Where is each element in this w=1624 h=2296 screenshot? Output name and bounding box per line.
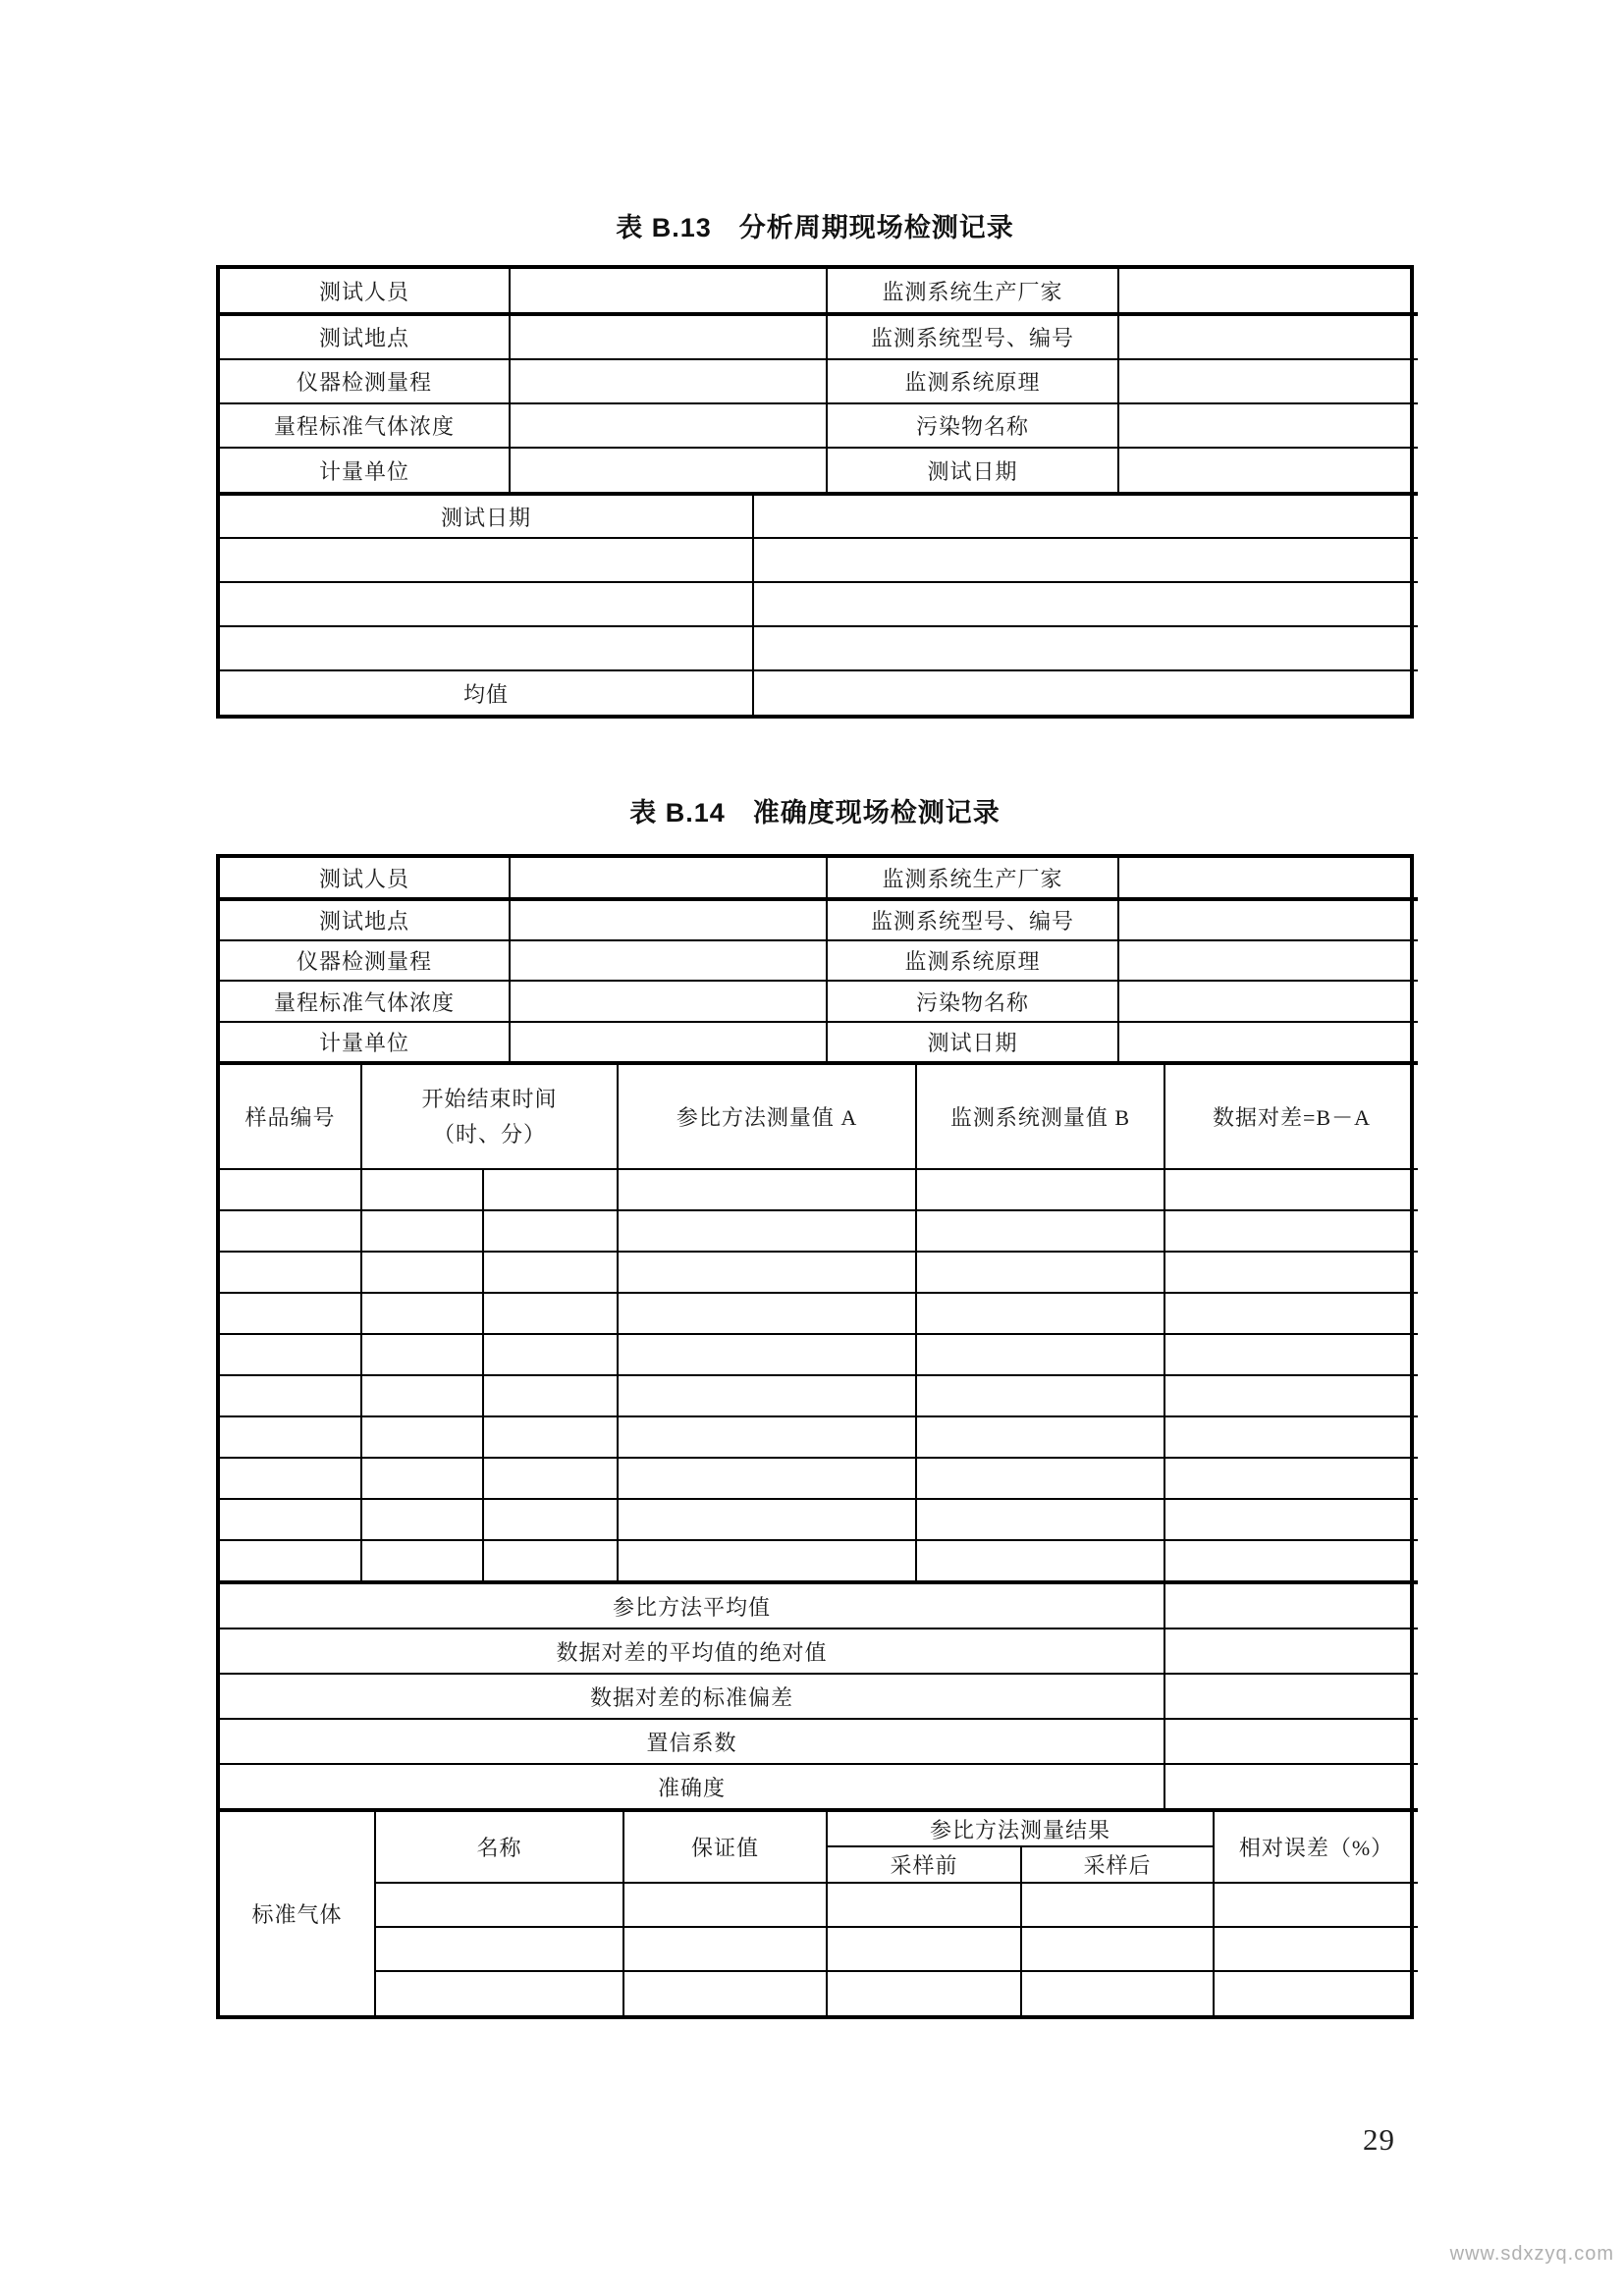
empty-data-row — [220, 1458, 1418, 1499]
table-b14-title: 表 B.14 准确度现场检测记录 — [629, 798, 1001, 828]
b13-info-table — [220, 269, 1418, 494]
value-cell — [753, 582, 1418, 626]
value-cell — [361, 1169, 483, 1210]
empty-data-row — [220, 1927, 1418, 1971]
value-cell — [618, 1252, 916, 1293]
b13-measurement-table — [220, 494, 1418, 715]
standard-gas-header-row — [220, 1811, 1418, 1846]
value-cell — [916, 1540, 1164, 1581]
value-cell — [916, 1499, 1164, 1540]
value-cell — [510, 858, 827, 899]
value-cell — [827, 1883, 1021, 1927]
standard-gas-label-cell: 标准气体 — [220, 1811, 375, 2015]
label-cell: 测试地点 — [220, 899, 510, 940]
value-cell — [916, 1334, 1164, 1375]
time-header-line1: 开始结束时间 — [421, 1087, 558, 1112]
value-cell — [220, 1293, 361, 1334]
value-cell — [1021, 1883, 1214, 1927]
info-row — [220, 981, 1418, 1022]
value-cell — [1164, 1375, 1418, 1416]
column-header-difference: 数据对差=B－A — [1164, 1064, 1418, 1169]
value-cell — [375, 1927, 623, 1971]
b14-measurement-table — [220, 1063, 1418, 1582]
value-cell — [510, 403, 827, 448]
value-cell — [623, 1927, 827, 1971]
value-cell — [483, 1293, 618, 1334]
label-cell: 测试地点 — [220, 314, 510, 359]
value-cell — [753, 495, 1418, 538]
empty-data-row — [220, 1416, 1418, 1458]
value-cell — [1164, 1499, 1418, 1540]
value-cell — [916, 1293, 1164, 1334]
label-cell: 参比方法平均值 — [220, 1583, 1164, 1629]
value-cell — [361, 1334, 483, 1375]
value-cell — [753, 626, 1418, 670]
value-cell — [916, 1416, 1164, 1458]
summary-row — [220, 1764, 1418, 1809]
value-cell — [220, 1210, 361, 1252]
value-cell — [1214, 1883, 1418, 1927]
label-cell: 监测系统原理 — [827, 359, 1118, 403]
value-cell — [1164, 1293, 1418, 1334]
column-header-before-sampling: 采样前 — [827, 1846, 1021, 1883]
value-cell — [510, 448, 827, 493]
empty-data-row — [220, 1540, 1418, 1581]
value-cell — [510, 899, 827, 940]
summary-row — [220, 1674, 1418, 1719]
column-header-sample-no: 样品编号 — [220, 1064, 361, 1169]
value-cell — [623, 1971, 827, 2015]
value-cell — [483, 1540, 618, 1581]
info-row — [220, 269, 1418, 314]
value-cell — [361, 1540, 483, 1581]
value-cell — [827, 1927, 1021, 1971]
summary-row — [220, 1629, 1418, 1674]
label-cell: 污染物名称 — [827, 403, 1118, 448]
value-cell — [1164, 1252, 1418, 1293]
value-cell — [916, 1375, 1164, 1416]
value-cell — [618, 1293, 916, 1334]
empty-data-row — [220, 626, 1418, 670]
value-cell — [361, 1210, 483, 1252]
value-cell — [220, 1334, 361, 1375]
page-number: 29 — [1363, 2122, 1395, 2157]
value-cell — [1021, 1971, 1214, 2015]
value-cell — [1118, 940, 1418, 981]
value-cell — [483, 1499, 618, 1540]
date-row — [220, 495, 1418, 538]
empty-data-row — [220, 1210, 1418, 1252]
empty-data-row — [220, 1883, 1418, 1927]
info-row — [220, 1022, 1418, 1062]
value-cell — [220, 1416, 361, 1458]
empty-data-row — [220, 1334, 1418, 1375]
value-cell — [483, 1334, 618, 1375]
label-cell: 计量单位 — [220, 448, 510, 493]
table-b14 — [216, 854, 1414, 2019]
value-cell — [510, 981, 827, 1022]
empty-data-row — [220, 538, 1418, 582]
table-b13-title: 表 B.13 分析周期现场检测记录 — [616, 213, 1014, 242]
value-cell — [361, 1375, 483, 1416]
measurement-header-row — [220, 1064, 1418, 1169]
value-cell — [483, 1375, 618, 1416]
b14-summary-table — [220, 1582, 1418, 1810]
value-cell — [375, 1971, 623, 2015]
value-cell — [483, 1458, 618, 1499]
value-cell — [220, 1540, 361, 1581]
label-cell: 仪器检测量程 — [220, 940, 510, 981]
value-cell — [510, 359, 827, 403]
value-cell — [510, 269, 827, 314]
value-cell — [220, 1375, 361, 1416]
empty-data-row — [220, 1375, 1418, 1416]
value-cell — [1214, 1971, 1418, 2015]
time-header-line2: （时、分） — [433, 1121, 547, 1147]
column-header-after-sampling: 采样后 — [1021, 1846, 1214, 1883]
value-cell — [1118, 858, 1418, 899]
label-cell: 量程标准气体浓度 — [220, 403, 510, 448]
value-cell — [618, 1169, 916, 1210]
value-cell — [220, 626, 753, 670]
column-header-system-value: 监测系统测量值 B — [916, 1064, 1164, 1169]
value-cell — [361, 1499, 483, 1540]
column-header-time — [361, 1064, 618, 1169]
label-cell: 均值 — [220, 670, 753, 715]
summary-row — [220, 1719, 1418, 1764]
value-cell — [361, 1293, 483, 1334]
value-cell — [361, 1458, 483, 1499]
empty-data-row — [220, 1169, 1418, 1210]
label-cell: 置信系数 — [220, 1719, 1164, 1764]
value-cell — [220, 582, 753, 626]
column-header-ref-value: 参比方法测量值 A — [618, 1064, 916, 1169]
column-header-guaranteed-value: 保证值 — [623, 1811, 827, 1883]
value-cell — [483, 1169, 618, 1210]
column-header-relative-error: 相对误差（%） — [1214, 1811, 1418, 1883]
value-cell — [1021, 1927, 1214, 1971]
value-cell — [220, 1499, 361, 1540]
label-cell: 数据对差的标准偏差 — [220, 1674, 1164, 1719]
label-cell: 监测系统型号、编号 — [827, 314, 1118, 359]
empty-data-row — [220, 1971, 1418, 2015]
info-row — [220, 940, 1418, 981]
info-row — [220, 448, 1418, 493]
info-row — [220, 858, 1418, 899]
label-cell: 仪器检测量程 — [220, 359, 510, 403]
value-cell — [1164, 1719, 1418, 1764]
value-cell — [753, 538, 1418, 582]
value-cell — [220, 1252, 361, 1293]
value-cell — [916, 1210, 1164, 1252]
value-cell — [1118, 314, 1418, 359]
label-cell: 测试人员 — [220, 858, 510, 899]
value-cell — [510, 940, 827, 981]
label-cell: 监测系统原理 — [827, 940, 1118, 981]
value-cell — [1164, 1169, 1418, 1210]
value-cell — [618, 1210, 916, 1252]
value-cell — [483, 1210, 618, 1252]
value-cell — [618, 1334, 916, 1375]
value-cell — [916, 1169, 1164, 1210]
value-cell — [375, 1883, 623, 1927]
value-cell — [618, 1458, 916, 1499]
value-cell — [618, 1375, 916, 1416]
column-header-ref-result: 参比方法测量结果 — [827, 1811, 1214, 1846]
value-cell — [1214, 1927, 1418, 1971]
label-cell: 计量单位 — [220, 1022, 510, 1062]
value-cell — [510, 1022, 827, 1062]
info-row — [220, 314, 1418, 359]
label-cell: 污染物名称 — [827, 981, 1118, 1022]
value-cell — [753, 670, 1418, 715]
value-cell — [1164, 1674, 1418, 1719]
value-cell — [1164, 1416, 1418, 1458]
label-cell: 监测系统生产厂家 — [827, 269, 1118, 314]
value-cell — [916, 1458, 1164, 1499]
value-cell — [361, 1416, 483, 1458]
label-cell: 准确度 — [220, 1764, 1164, 1809]
value-cell — [1118, 448, 1418, 493]
value-cell — [618, 1540, 916, 1581]
empty-data-row — [220, 1252, 1418, 1293]
watermark: www.sdxzyq.com — [1449, 2243, 1614, 2265]
value-cell — [1164, 1764, 1418, 1809]
label-cell: 测试日期 — [220, 495, 753, 538]
value-cell — [618, 1416, 916, 1458]
value-cell — [1164, 1583, 1418, 1629]
table-b13 — [216, 265, 1414, 719]
value-cell — [1118, 981, 1418, 1022]
empty-data-row — [220, 1293, 1418, 1334]
column-header-name: 名称 — [375, 1811, 623, 1883]
value-cell — [1118, 403, 1418, 448]
value-cell — [220, 1169, 361, 1210]
value-cell — [827, 1971, 1021, 2015]
info-row — [220, 403, 1418, 448]
label-cell: 测试日期 — [827, 1022, 1118, 1062]
value-cell — [220, 1458, 361, 1499]
mean-row — [220, 670, 1418, 715]
value-cell — [361, 1252, 483, 1293]
b14-info-table — [220, 858, 1418, 1063]
value-cell — [1118, 359, 1418, 403]
value-cell — [1164, 1210, 1418, 1252]
info-row — [220, 899, 1418, 940]
value-cell — [1118, 899, 1418, 940]
value-cell — [1164, 1540, 1418, 1581]
label-cell: 数据对差的平均值的绝对值 — [220, 1629, 1164, 1674]
summary-row — [220, 1583, 1418, 1629]
value-cell — [1164, 1629, 1418, 1674]
value-cell — [1118, 269, 1418, 314]
info-row — [220, 359, 1418, 403]
label-cell: 监测系统生产厂家 — [827, 858, 1118, 899]
value-cell — [1164, 1334, 1418, 1375]
value-cell — [1118, 1022, 1418, 1062]
empty-data-row — [220, 582, 1418, 626]
value-cell — [916, 1252, 1164, 1293]
value-cell — [483, 1252, 618, 1293]
value-cell — [618, 1499, 916, 1540]
value-cell — [510, 314, 827, 359]
value-cell — [483, 1416, 618, 1458]
b14-standard-gas-table — [220, 1810, 1418, 2015]
empty-data-row — [220, 1499, 1418, 1540]
label-cell: 监测系统型号、编号 — [827, 899, 1118, 940]
value-cell — [623, 1883, 827, 1927]
label-cell: 量程标准气体浓度 — [220, 981, 510, 1022]
label-cell: 测试人员 — [220, 269, 510, 314]
label-cell: 测试日期 — [827, 448, 1118, 493]
value-cell — [1164, 1458, 1418, 1499]
value-cell — [220, 538, 753, 582]
